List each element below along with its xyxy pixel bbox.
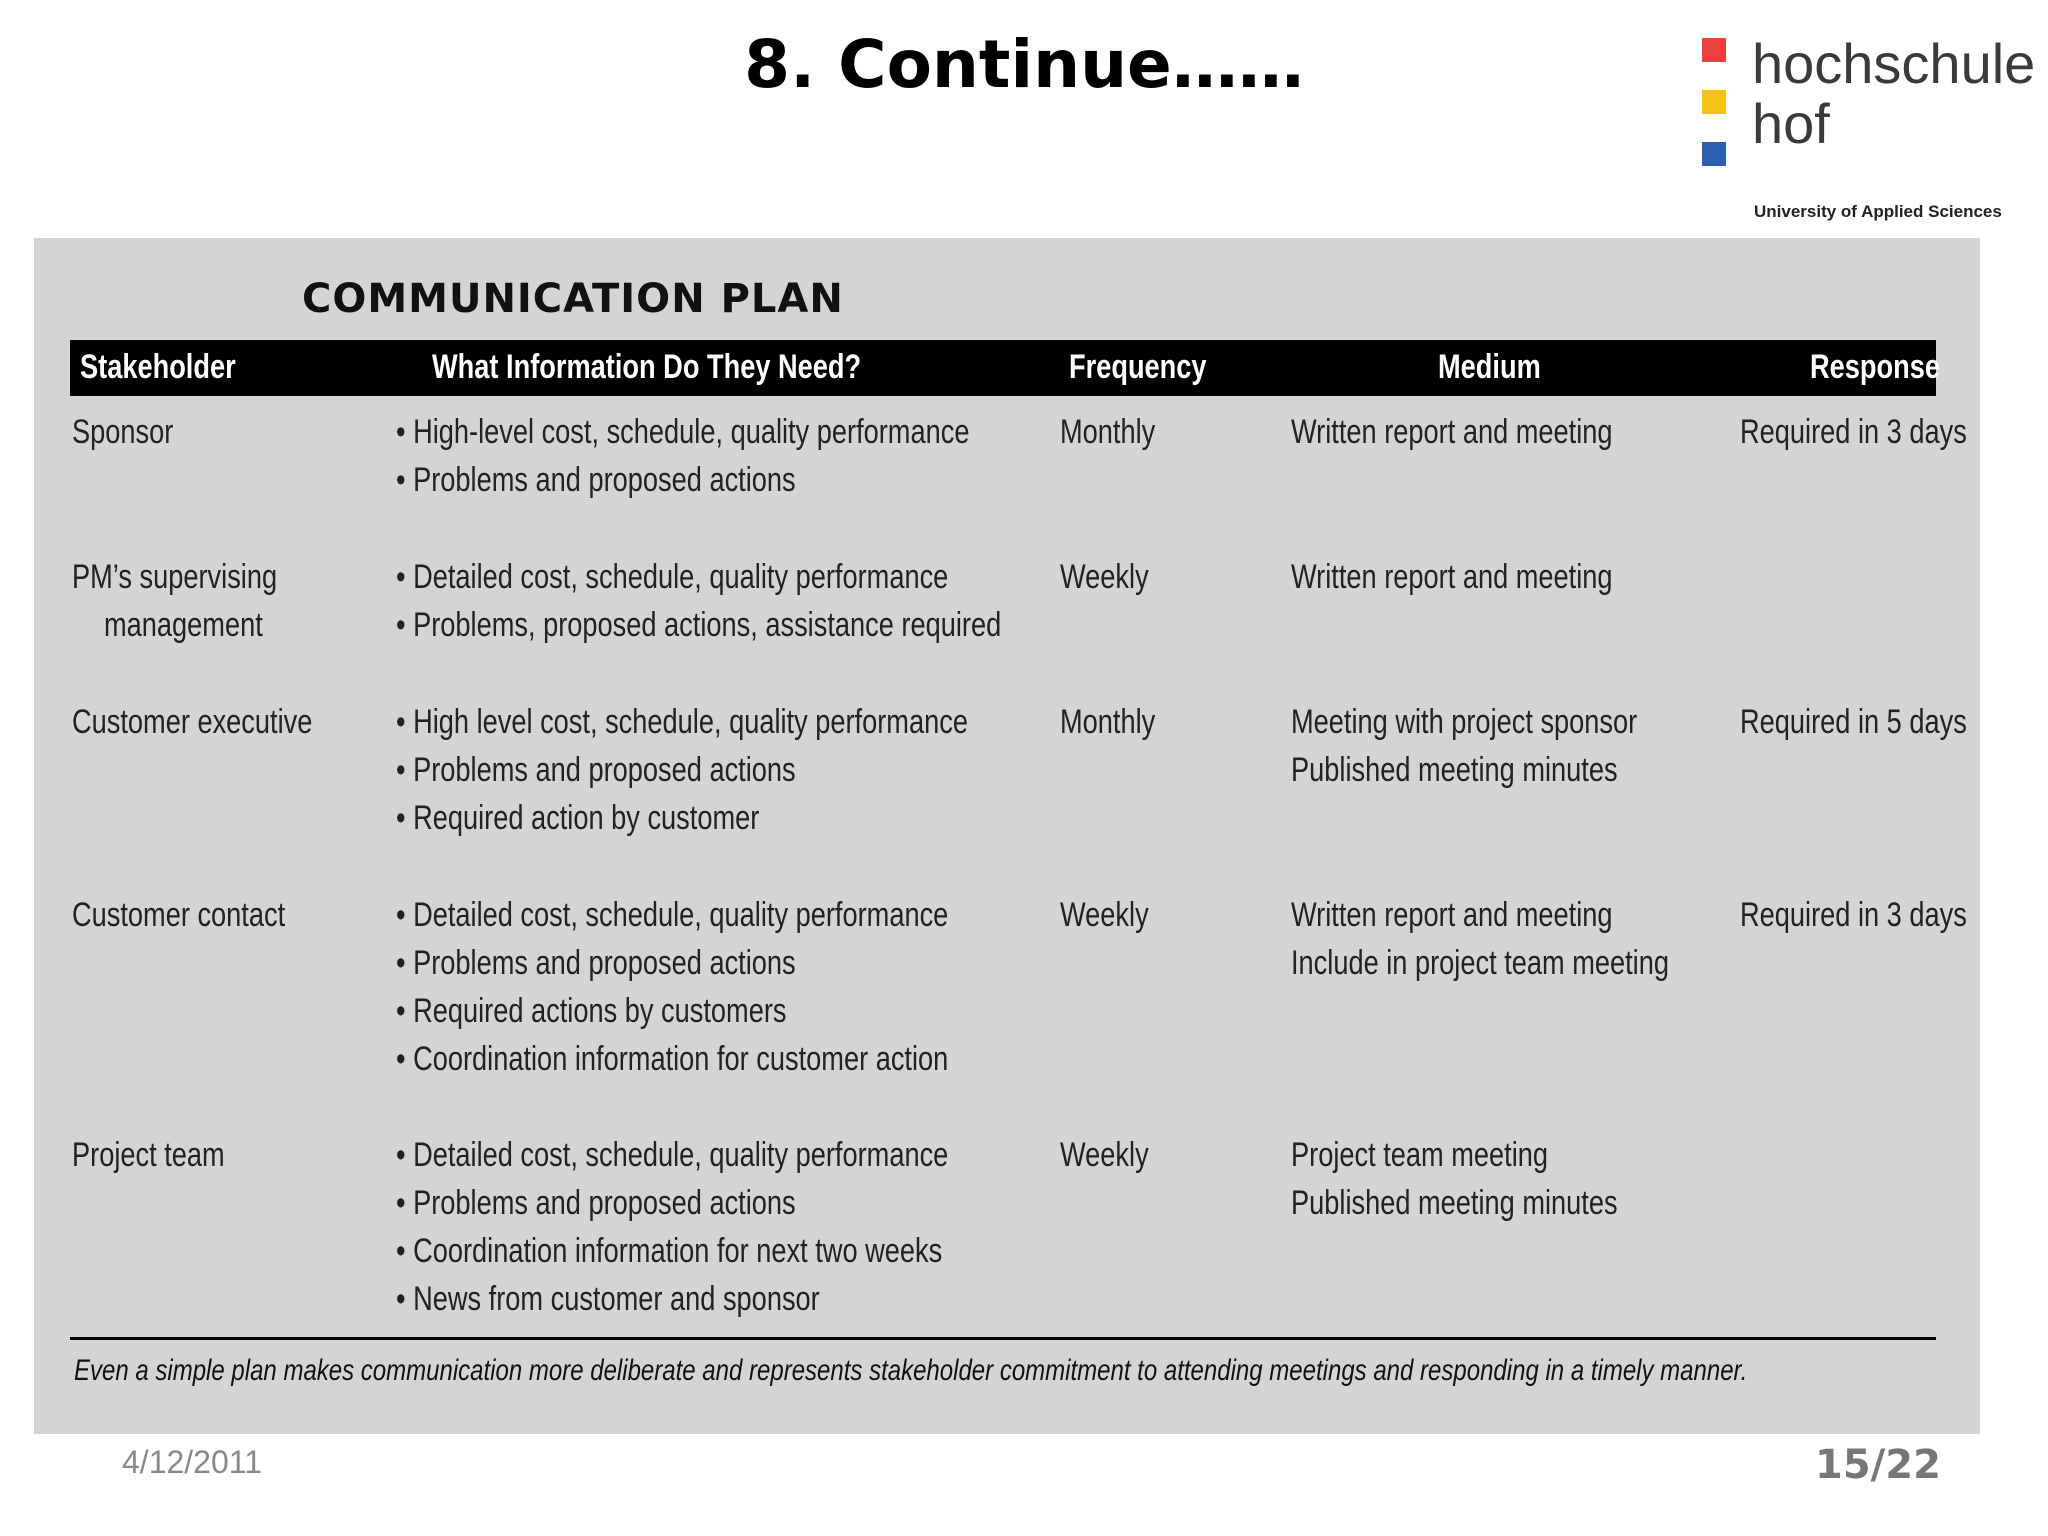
cell-stakeholder xyxy=(72,408,173,456)
cell-stakeholder-line: Customer contact xyxy=(72,896,286,934)
logo-word-hochschule: hochschule xyxy=(1752,32,2036,95)
cell-information xyxy=(396,408,969,504)
cell-information-line: • High level cost, schedule, quality performance xyxy=(396,703,968,741)
cell-frequency-text: Monthly xyxy=(1060,703,1156,741)
cell-information-line: • News from customer and sponsor xyxy=(396,1280,820,1318)
slide-title: 8. Continue…… xyxy=(744,26,1304,103)
cell-medium-line: Published meeting minutes xyxy=(1291,751,1618,789)
header-frequency: Frequency xyxy=(1069,348,1207,386)
cell-medium xyxy=(1291,553,1613,601)
logo-yellow-square xyxy=(1702,90,1726,114)
cell-frequency-text: Weekly xyxy=(1060,1136,1149,1174)
slide-date: 4/12/2011 xyxy=(122,1444,262,1480)
cell-information-line: • Problems, proposed actions, assistance required xyxy=(396,606,1002,644)
cell-medium xyxy=(1291,1131,1618,1227)
logo-blue-square xyxy=(1702,142,1726,166)
cell-frequency-text: Weekly xyxy=(1060,558,1149,596)
footnote-rule xyxy=(70,1337,1936,1340)
cell-medium-line: Project team meeting xyxy=(1291,1136,1549,1174)
logo-subtitle: University of Applied Sciences xyxy=(1754,202,2002,221)
cell-medium xyxy=(1291,408,1613,456)
cell-stakeholder xyxy=(72,891,285,939)
cell-response xyxy=(1740,891,1967,939)
cell-stakeholder-line: Project team xyxy=(72,1136,225,1174)
cell-information xyxy=(396,553,1001,649)
cell-frequency xyxy=(1060,1131,1149,1179)
cell-medium-line: Published meeting minutes xyxy=(1291,1184,1618,1222)
header-info: What Information Do They Need? xyxy=(432,348,862,386)
cell-stakeholder-line: Sponsor xyxy=(72,413,174,451)
cell-medium-line: Written report and meeting xyxy=(1291,413,1613,451)
cell-information-line: • Detailed cost, schedule, quality performance xyxy=(396,558,949,596)
cell-stakeholder-line: PM’s supervising xyxy=(72,558,278,596)
header-stakeholder: Stakeholder xyxy=(80,348,236,386)
footnote: Even a simple plan makes communication more deliberate and represents stakeholder commitment to attending meetings and responding in a timely manner. xyxy=(74,1354,1748,1387)
cell-frequency xyxy=(1060,698,1155,746)
cell-stakeholder xyxy=(72,553,277,649)
table-header xyxy=(70,340,1940,396)
cell-information-line: • Detailed cost, schedule, quality performance xyxy=(396,896,949,934)
cell-response-text: Required in 3 days xyxy=(1740,413,1967,451)
cell-information-line: • Problems and proposed actions xyxy=(396,461,796,499)
header-response: Response xyxy=(1810,348,1940,386)
cell-medium-line: Meeting with project sponsor xyxy=(1291,703,1638,741)
cell-stakeholder-line: management xyxy=(104,606,263,644)
cell-information-line: • High-level cost, schedule, quality performance xyxy=(396,413,970,451)
cell-response-text: Required in 3 days xyxy=(1740,896,1967,934)
page-number: 15/22 xyxy=(1815,1442,1941,1488)
cell-frequency xyxy=(1060,891,1149,939)
cell-response xyxy=(1740,408,1967,456)
header-medium: Medium xyxy=(1438,348,1541,386)
communication-plan-figure xyxy=(34,238,1980,1434)
cell-stakeholder xyxy=(72,698,312,746)
cell-information-line: • Required actions by customers xyxy=(396,992,787,1030)
cell-stakeholder xyxy=(72,1131,225,1179)
cell-information-line: • Coordination information for next two weeks xyxy=(396,1232,943,1270)
cell-information-line: • Problems and proposed actions xyxy=(396,751,796,789)
cell-information-line: • Required action by customer xyxy=(396,799,760,837)
cell-response xyxy=(1740,698,1967,746)
cell-information-line: • Detailed cost, schedule, quality performance xyxy=(396,1136,949,1174)
cell-frequency-text: Weekly xyxy=(1060,896,1149,934)
logo-word-hof: hof xyxy=(1752,92,1830,155)
cell-medium xyxy=(1291,891,1669,987)
cell-medium-line: Written report and meeting xyxy=(1291,558,1613,596)
cell-information xyxy=(396,891,948,1083)
cell-information xyxy=(396,1131,948,1323)
cell-stakeholder-line: Customer executive xyxy=(72,703,313,741)
cell-information-line: • Problems and proposed actions xyxy=(396,944,796,982)
cell-medium xyxy=(1291,698,1637,794)
cell-medium-line: Include in project team meeting xyxy=(1291,944,1669,982)
cell-frequency-text: Monthly xyxy=(1060,413,1156,451)
cell-medium-line: Written report and meeting xyxy=(1291,896,1613,934)
logo-red-square xyxy=(1702,38,1726,62)
plan-title: COMMUNICATION PLAN xyxy=(302,276,844,322)
cell-information-line: • Coordination information for customer action xyxy=(396,1040,949,1078)
cell-response-text: Required in 5 days xyxy=(1740,703,1967,741)
cell-frequency xyxy=(1060,553,1149,601)
university-logo xyxy=(1700,32,2036,232)
cell-information xyxy=(396,698,968,842)
cell-information-line: • Problems and proposed actions xyxy=(396,1184,796,1222)
cell-frequency xyxy=(1060,408,1155,456)
